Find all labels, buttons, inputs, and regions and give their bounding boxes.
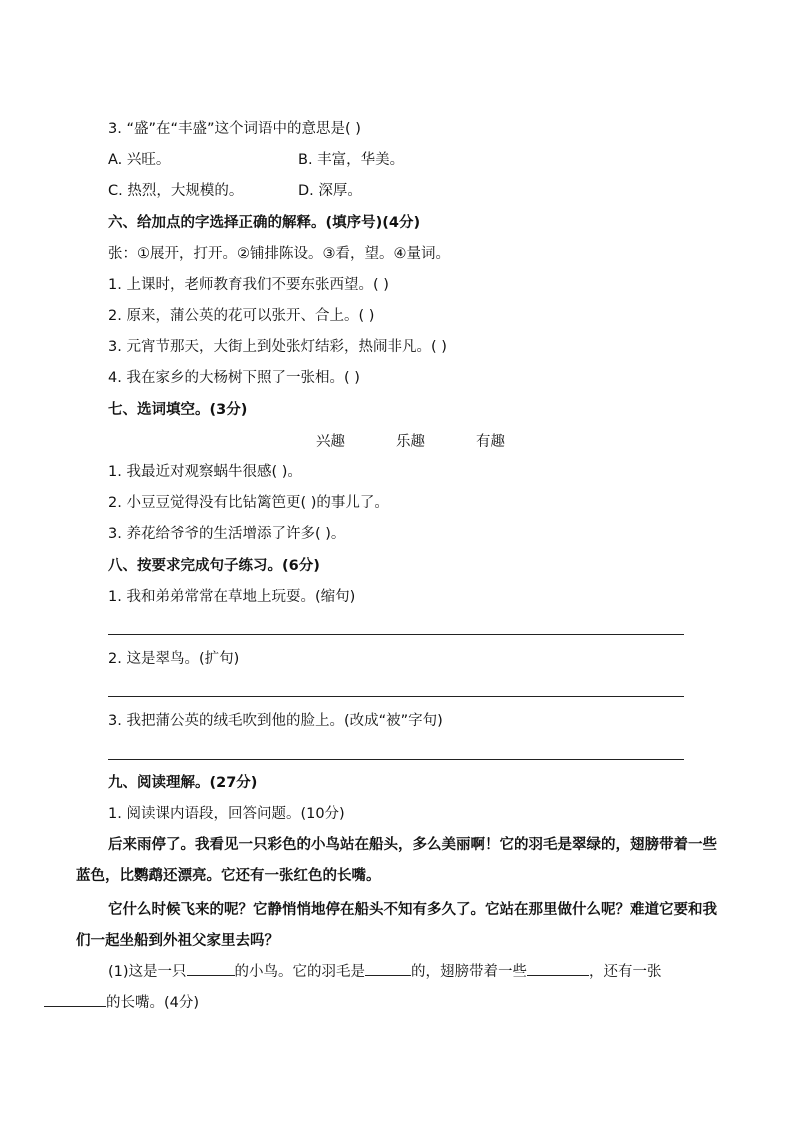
fill-in-question-1 [76,957,726,1019]
section-7-item-1: 1. 我最近对观察蜗牛很感( )。 [108,464,302,480]
section-6-item-2: 2. 原来，蒲公英的花可以张开、合上。( ) [108,308,375,324]
answer-line-1[interactable] [108,634,684,635]
reading-paragraph-2: 它什么时候飞来的呢？它静悄悄地停在船头不知有多久了。它站在那里做什么呢？难道它要和我们一起坐船到外祖父家里去吗？ [76,902,717,949]
question-3-stem: 3. “盛”在“丰盛”这个词语中的意思是( ) [108,121,361,137]
word-choice-3: 有趣 [476,434,505,450]
section-8-item-3: 3. 我把蒲公英的绒毛吹到他的脸上。(改成“被”字句) [108,713,443,729]
answer-line-2[interactable] [108,696,684,697]
option-a: A. 兴旺。 [108,152,171,168]
option-d: D. 深厚。 [298,183,362,199]
answer-line-3[interactable] [108,759,684,760]
fill-text-1: (1)这是一只 [108,964,187,980]
section-6-heading: 六、给加点的字选择正确的解释。(填序号)(4分) [108,215,421,231]
option-c: C. 热烈，大规模的。 [108,183,244,199]
fill-blank-4[interactable] [44,990,106,1007]
section-6-item-3: 3. 元宵节那天，大街上到处张灯结彩，热闹非凡。( ) [108,339,447,355]
section-6-item-4: 4. 我在家乡的大杨树下照了一张相。( ) [108,370,360,386]
section-8-item-1: 1. 我和弟弟常常在草地上玩耍。(缩句) [108,589,356,605]
word-choice-1: 兴趣 [316,434,345,450]
fill-text-3: 的，翅膀带着一些 [411,964,528,980]
option-b: B. 丰富，华美。 [298,152,405,168]
section-7-heading: 七、选词填空。(3分) [108,402,248,418]
section-7-item-3: 3. 养花给爷爷的生活增添了许多( )。 [108,526,346,542]
section-6-definitions: 张：①展开，打开。②铺排陈设。③看，望。④量词。 [108,246,450,262]
section-7-item-2: 2. 小豆豆觉得没有比钻篱笆更( )的事儿了。 [108,495,389,511]
section-9-heading: 九、阅读理解。(27分) [108,775,258,791]
fill-blank-1[interactable] [187,959,235,976]
section-9-subquestion: 1. 阅读课内语段，回答问题。(10分) [108,806,345,822]
fill-text-2: 的小鸟。它的羽毛是 [234,964,366,980]
reading-paragraph-1: 后来雨停了。我看见一只彩色的小鸟站在船头，多么美丽啊！它的羽毛是翠绿的，翅膀带着一些蓝色，比鹦鹉还漂亮。它还有一张红色的长嘴。 [76,837,717,884]
section-8-item-2: 2. 这是翠鸟。(扩句) [108,651,240,667]
word-choice-2: 乐趣 [396,434,425,450]
fill-text-4: ，还有一张 [589,964,662,980]
fill-blank-3[interactable] [527,959,589,976]
fill-blank-2[interactable] [365,959,411,976]
fill-text-5: 的长嘴。(4分) [106,995,200,1011]
section-6-item-1: 1. 上课时，老师教育我们不要东张西望。( ) [108,277,389,293]
section-8-heading: 八、按要求完成句子练习。(6分) [108,558,320,574]
